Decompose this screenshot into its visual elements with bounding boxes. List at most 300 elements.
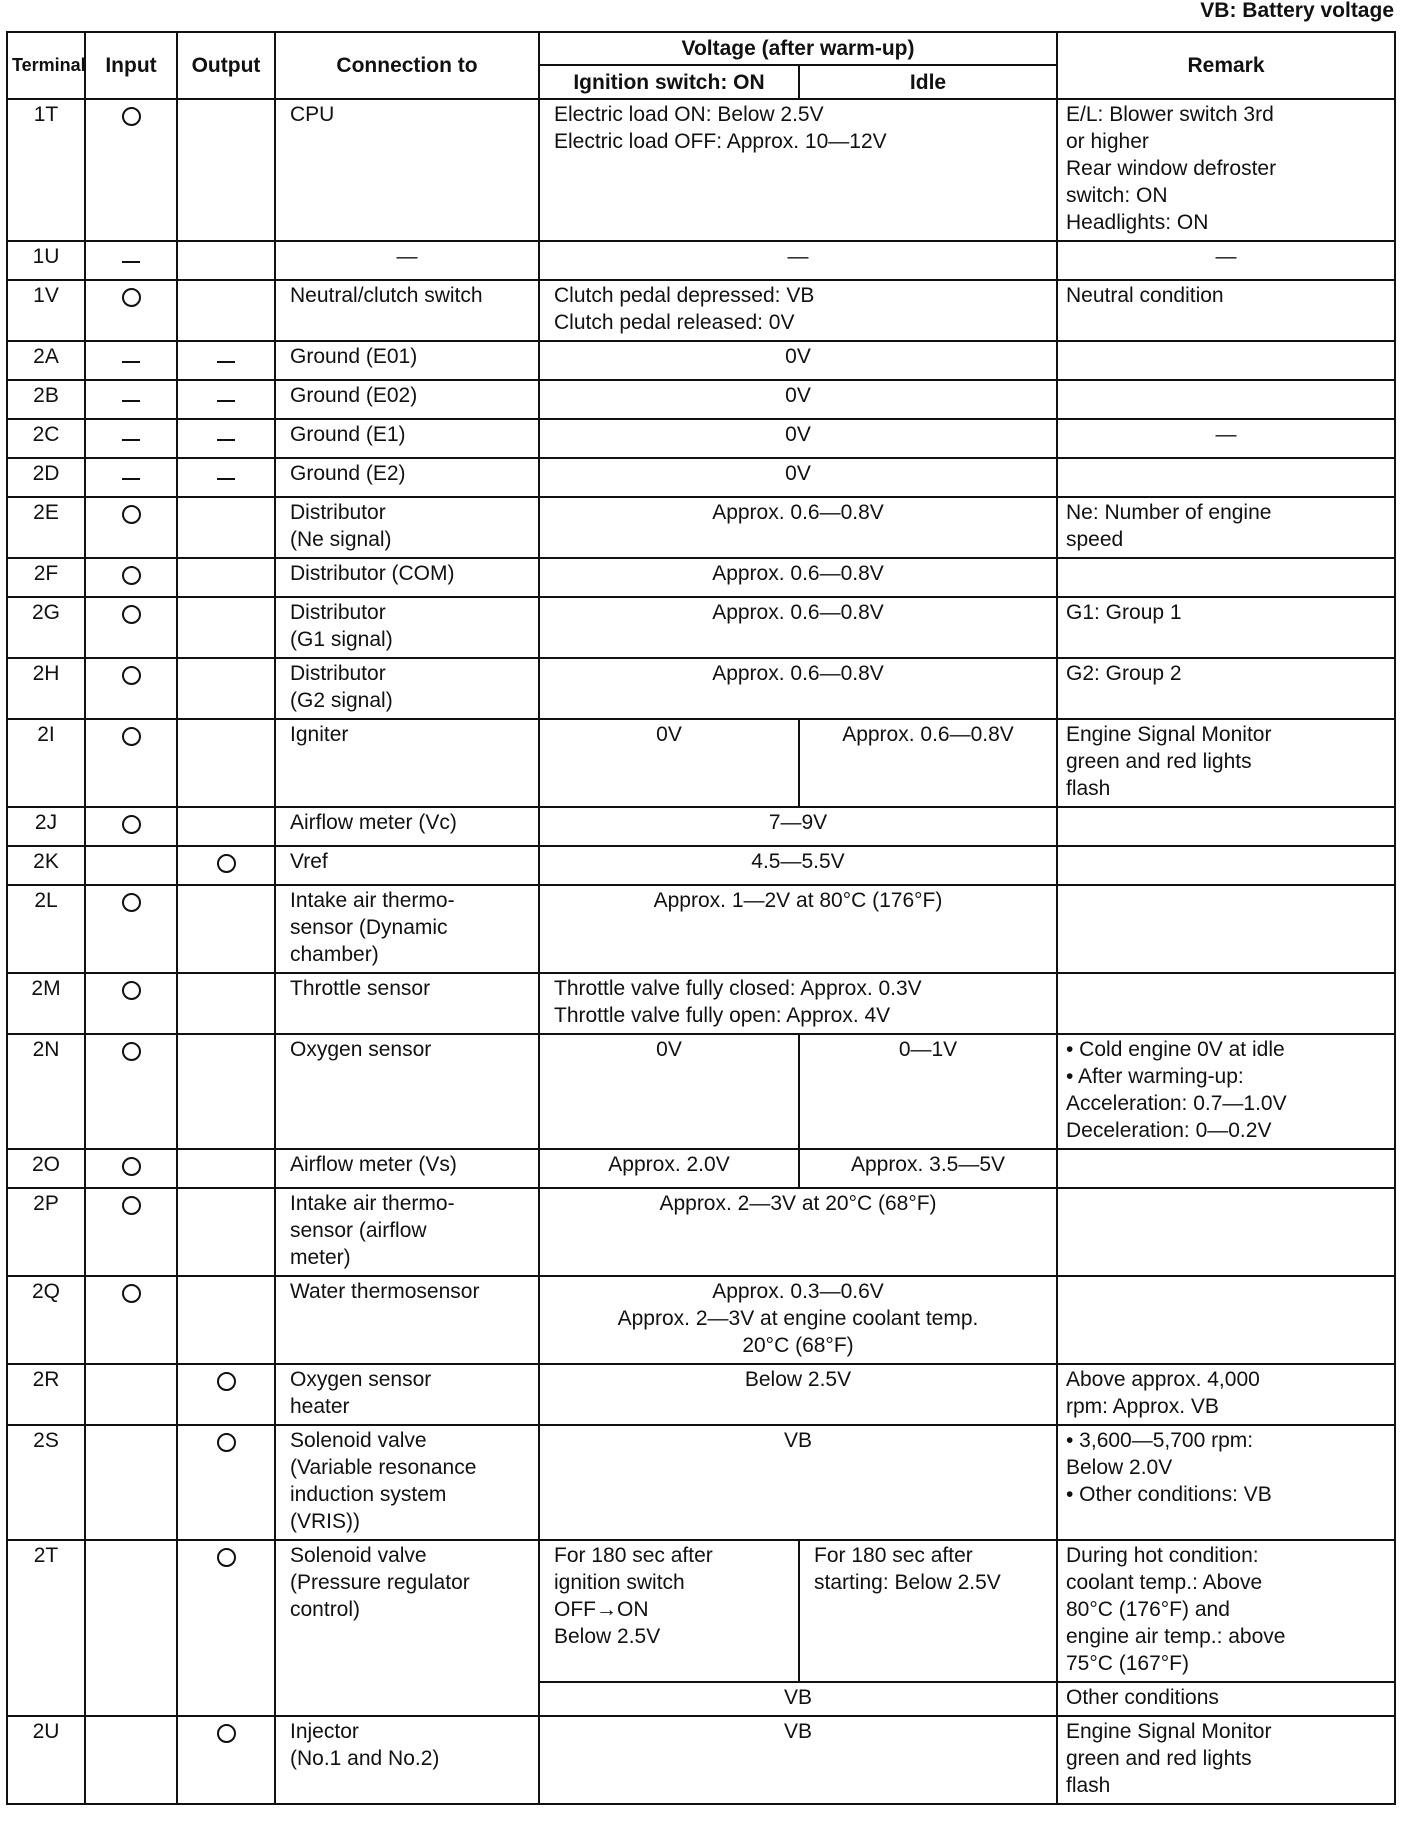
cell-text: For 180 sec after starting: Below 2.5V xyxy=(814,1544,1001,1594)
voltage-cell xyxy=(539,419,1057,458)
cell-text: G2: Group 2 xyxy=(1066,662,1182,685)
cell-text: Engine Signal Monitor green and red lights flash xyxy=(1066,723,1272,800)
cell-text: 2R xyxy=(32,1368,60,1391)
connection-cell xyxy=(275,807,539,846)
remark-cell xyxy=(1057,597,1395,658)
dash-mark-icon xyxy=(217,478,235,480)
connection-cell xyxy=(275,1188,539,1276)
cell-text: 2C xyxy=(32,423,60,446)
voltage-cell xyxy=(539,1682,1057,1716)
table-row xyxy=(7,1276,1395,1364)
remark-cell xyxy=(1057,846,1395,885)
terminal-cell xyxy=(7,419,85,458)
output-cell xyxy=(177,1149,275,1188)
remark-cell xyxy=(1057,558,1395,597)
cell-text: — xyxy=(1215,245,1237,268)
output-cell xyxy=(177,658,275,719)
terminal-cell xyxy=(7,846,85,885)
remark-cell xyxy=(1057,1364,1395,1425)
table-row xyxy=(7,1149,1395,1188)
output-cell xyxy=(177,341,275,380)
output-cell xyxy=(177,1425,275,1540)
input-cell xyxy=(85,1276,177,1364)
dash-mark-icon xyxy=(122,400,140,402)
voltage-cell xyxy=(539,807,1057,846)
cell-text: 4.5—5.5V xyxy=(751,850,845,873)
header-remark: Remark xyxy=(1057,32,1395,99)
cell-text: 2D xyxy=(32,462,60,485)
remark-cell xyxy=(1057,419,1395,458)
header-voltage: Voltage (after warm-up) xyxy=(539,32,1057,65)
table-row xyxy=(7,419,1395,458)
cell-text: 2K xyxy=(33,850,59,873)
cell-text: 7—9V xyxy=(768,811,828,834)
circle-mark-icon xyxy=(122,815,141,834)
table-row xyxy=(7,1540,1395,1682)
cell-text: Ground (E1) xyxy=(290,423,406,446)
input-cell xyxy=(85,597,177,658)
cell-text: Distributor (Ne signal) xyxy=(290,501,392,551)
remark-cell xyxy=(1057,1276,1395,1364)
cell-text: 2A xyxy=(33,345,59,368)
output-cell xyxy=(177,807,275,846)
table-row xyxy=(7,807,1395,846)
output-cell xyxy=(177,558,275,597)
terminal-cell xyxy=(7,497,85,558)
input-cell xyxy=(85,341,177,380)
cell-text: CPU xyxy=(290,103,335,126)
input-cell xyxy=(85,419,177,458)
cell-text: 2H xyxy=(32,662,60,685)
remark-cell xyxy=(1057,458,1395,497)
connection-cell xyxy=(275,597,539,658)
cell-text: Airflow meter (Vs) xyxy=(290,1153,457,1176)
voltage-cell xyxy=(539,241,1057,280)
terminal-cell xyxy=(7,719,85,807)
cell-text: Throttle sensor xyxy=(290,977,431,1000)
voltage-cell xyxy=(539,1716,1057,1804)
output-cell xyxy=(177,497,275,558)
output-cell xyxy=(177,99,275,241)
header-output: Output xyxy=(177,32,275,99)
remark-cell xyxy=(1057,1425,1395,1540)
voltage-cell xyxy=(539,846,1057,885)
table-row xyxy=(7,1188,1395,1276)
cell-text: — xyxy=(1215,423,1237,446)
cell-text: Solenoid valve (Variable resonance induction system (VRIS)) xyxy=(290,1429,477,1533)
voltage-cell xyxy=(539,558,1057,597)
terminal-cell xyxy=(7,458,85,497)
voltage-ignition-on-cell xyxy=(539,1149,799,1188)
cell-text: Injector (No.1 and No.2) xyxy=(290,1720,440,1770)
circle-mark-icon xyxy=(122,981,141,1000)
cell-text: Clutch pedal depressed: VB Clutch pedal released: 0V xyxy=(554,284,815,334)
input-cell xyxy=(85,1188,177,1276)
terminal-voltage-table xyxy=(6,31,1396,1805)
cell-text: Oxygen sensor xyxy=(290,1038,432,1061)
table-row xyxy=(7,558,1395,597)
connection-cell xyxy=(275,973,539,1034)
cell-text: 2I xyxy=(37,723,55,746)
remark-cell xyxy=(1057,341,1395,380)
voltage-cell xyxy=(539,280,1057,341)
connection-cell xyxy=(275,99,539,241)
cell-text: — xyxy=(787,245,809,268)
cell-text: Approx. 3.5—5V xyxy=(850,1153,1006,1176)
input-cell xyxy=(85,846,177,885)
cell-text: • Cold engine 0V at idle • After warming-up: Acceleration: 0.7—1.0V Deceleration: 0—0.2V xyxy=(1066,1038,1287,1142)
terminal-cell xyxy=(7,1540,85,1716)
cell-text: — xyxy=(396,245,418,268)
cell-text: 0V xyxy=(785,423,811,446)
remark-cell xyxy=(1057,973,1395,1034)
cell-text: Vref xyxy=(290,850,328,873)
remark-cell xyxy=(1057,99,1395,241)
remark-cell xyxy=(1057,807,1395,846)
circle-mark-icon xyxy=(122,1196,141,1215)
remark-cell xyxy=(1057,1149,1395,1188)
table-row xyxy=(7,719,1395,807)
circle-mark-icon xyxy=(122,1284,141,1303)
cell-text: 1T xyxy=(33,103,59,126)
cell-text: Below 2.5V xyxy=(744,1368,852,1391)
cell-text: Distributor (G2 signal) xyxy=(290,662,393,712)
cell-text: Neutral/clutch switch xyxy=(290,284,483,307)
input-cell xyxy=(85,380,177,419)
cell-text: Other conditions xyxy=(1066,1686,1219,1709)
cell-text: Water thermosensor xyxy=(290,1280,480,1303)
header-terminal: Terminal xyxy=(7,32,85,99)
remark-cell xyxy=(1057,885,1395,973)
table-row xyxy=(7,341,1395,380)
output-cell xyxy=(177,1364,275,1425)
cell-text: During hot condition: coolant temp.: Above 80°C (176°F) and engine air temp.: above 75°C (167°F) xyxy=(1066,1544,1286,1675)
voltage-cell xyxy=(539,99,1057,241)
cell-text: Electric load ON: Below 2.5V Electric load OFF: Approx. 10—12V xyxy=(554,103,887,153)
input-cell xyxy=(85,1716,177,1804)
remark-cell xyxy=(1057,1716,1395,1804)
voltage-cell xyxy=(539,1276,1057,1364)
table-row xyxy=(7,597,1395,658)
circle-mark-icon xyxy=(217,854,236,873)
terminal-cell xyxy=(7,1149,85,1188)
cell-text: Ne: Number of engine speed xyxy=(1066,501,1272,551)
voltage-cell xyxy=(539,380,1057,419)
remark-cell xyxy=(1057,1188,1395,1276)
circle-mark-icon xyxy=(217,1548,236,1567)
cell-text: 2G xyxy=(31,601,60,624)
cell-text: Approx. 0.6—0.8V xyxy=(712,601,884,624)
circle-mark-icon xyxy=(122,893,141,912)
dash-mark-icon xyxy=(217,439,235,441)
table-row xyxy=(7,458,1395,497)
connection-cell xyxy=(275,558,539,597)
voltage-ignition-on-cell xyxy=(539,1540,799,1682)
input-cell xyxy=(85,558,177,597)
table-row xyxy=(7,1716,1395,1804)
cell-text: VB xyxy=(783,1720,812,1743)
table-row xyxy=(7,658,1395,719)
cell-text: 2P xyxy=(33,1192,59,1215)
cell-text: Oxygen sensor heater xyxy=(290,1368,432,1418)
dash-mark-icon xyxy=(217,361,235,363)
cell-text: 2M xyxy=(31,977,61,1000)
cell-text: 0V xyxy=(656,1038,682,1061)
cell-text: 2T xyxy=(33,1544,59,1567)
connection-cell xyxy=(275,419,539,458)
cell-text: 0V xyxy=(785,462,811,485)
output-cell xyxy=(177,458,275,497)
table-row xyxy=(7,99,1395,241)
cell-text: 0—1V xyxy=(898,1038,958,1061)
input-cell xyxy=(85,280,177,341)
dash-mark-icon xyxy=(122,361,140,363)
terminal-cell xyxy=(7,1188,85,1276)
cell-text: 2F xyxy=(33,562,59,585)
dash-mark-icon xyxy=(122,478,140,480)
table-row xyxy=(7,846,1395,885)
input-cell xyxy=(85,1540,177,1716)
cell-text: E/L: Blower switch 3rd or higher Rear window defroster switch: ON Headlights: ON xyxy=(1066,103,1277,234)
voltage-idle-cell xyxy=(799,1149,1057,1188)
voltage-ignition-on-cell xyxy=(539,719,799,807)
cell-text: 2Q xyxy=(31,1280,60,1303)
input-cell xyxy=(85,1425,177,1540)
voltage-cell xyxy=(539,1425,1057,1540)
cell-text: Approx. 0.6—0.8V xyxy=(712,501,884,524)
output-cell xyxy=(177,419,275,458)
input-cell xyxy=(85,1364,177,1425)
table-row xyxy=(7,885,1395,973)
input-cell xyxy=(85,885,177,973)
voltage-cell xyxy=(539,341,1057,380)
cell-text: Approx. 2—3V at 20°C (68°F) xyxy=(659,1192,937,1215)
remark-cell xyxy=(1057,719,1395,807)
terminal-cell xyxy=(7,597,85,658)
output-cell xyxy=(177,597,275,658)
remark-cell xyxy=(1057,1034,1395,1149)
cell-text: • 3,600—5,700 rpm: Below 2.0V • Other conditions: VB xyxy=(1066,1429,1272,1506)
circle-mark-icon xyxy=(122,1157,141,1176)
terminal-cell xyxy=(7,1425,85,1540)
connection-cell xyxy=(275,341,539,380)
cell-text: Intake air thermo- sensor (Dynamic chamber) xyxy=(290,889,455,966)
cell-text: Ground (E2) xyxy=(290,462,406,485)
circle-mark-icon xyxy=(122,288,141,307)
circle-mark-icon xyxy=(217,1433,236,1452)
connection-cell xyxy=(275,241,539,280)
output-cell xyxy=(177,973,275,1034)
output-cell xyxy=(177,1540,275,1716)
circle-mark-icon xyxy=(122,727,141,746)
header-ignition-on: Ignition switch: ON xyxy=(539,65,799,99)
connection-cell xyxy=(275,1364,539,1425)
terminal-cell xyxy=(7,341,85,380)
cell-text: Approx. 1—2V at 80°C (176°F) xyxy=(653,889,943,912)
circle-mark-icon xyxy=(122,107,141,126)
input-cell xyxy=(85,1034,177,1149)
dash-mark-icon xyxy=(217,400,235,402)
table-body xyxy=(7,99,1395,1804)
connection-cell xyxy=(275,658,539,719)
dash-mark-icon xyxy=(122,439,140,441)
remark-cell xyxy=(1057,380,1395,419)
cell-text: Approx. 0.3—0.6V Approx. 2—3V at engine coolant temp. 20°C (68°F) xyxy=(617,1280,979,1357)
circle-mark-icon xyxy=(122,1042,141,1061)
connection-cell xyxy=(275,1425,539,1540)
remark-cell xyxy=(1057,497,1395,558)
cell-text: Engine Signal Monitor green and red lights flash xyxy=(1066,1720,1272,1797)
cell-text: 2L xyxy=(34,889,58,912)
connection-cell xyxy=(275,458,539,497)
cell-text: Airflow meter (Vc) xyxy=(290,811,457,834)
connection-cell xyxy=(275,280,539,341)
terminal-cell xyxy=(7,241,85,280)
input-cell xyxy=(85,719,177,807)
connection-cell xyxy=(275,497,539,558)
table-row xyxy=(7,1034,1395,1149)
cell-text: 2N xyxy=(32,1038,60,1061)
connection-cell xyxy=(275,719,539,807)
terminal-cell xyxy=(7,658,85,719)
voltage-cell xyxy=(539,1188,1057,1276)
cell-text: Intake air thermo- sensor (airflow meter) xyxy=(290,1192,455,1269)
connection-cell xyxy=(275,1540,539,1716)
cell-text: G1: Group 1 xyxy=(1066,601,1182,624)
remark-cell xyxy=(1057,1540,1395,1682)
cell-text: 2E xyxy=(33,501,59,524)
circle-mark-icon xyxy=(122,505,141,524)
header-connection: Connection to xyxy=(275,32,539,99)
remark-cell xyxy=(1057,658,1395,719)
voltage-idle-cell xyxy=(799,1540,1057,1682)
connection-cell xyxy=(275,846,539,885)
table-row xyxy=(7,973,1395,1034)
voltage-cell xyxy=(539,458,1057,497)
terminal-cell xyxy=(7,1716,85,1804)
cell-text: Neutral condition xyxy=(1066,284,1224,307)
cell-text: 0V xyxy=(785,384,811,407)
output-cell xyxy=(177,1716,275,1804)
voltage-cell xyxy=(539,497,1057,558)
cell-text: Approx. 0.6—0.8V xyxy=(842,723,1014,746)
cell-text: 0V xyxy=(785,345,811,368)
cell-text: Throttle valve fully closed: Approx. 0.3V Throttle valve fully open: Approx. 4V xyxy=(554,977,922,1027)
circle-mark-icon xyxy=(217,1372,236,1391)
cell-text: 2B xyxy=(33,384,59,407)
connection-cell xyxy=(275,1034,539,1149)
circle-mark-icon xyxy=(122,666,141,685)
voltage-idle-cell xyxy=(799,719,1057,807)
remark-cell xyxy=(1057,280,1395,341)
input-cell xyxy=(85,99,177,241)
cell-text: Approx. 2.0V xyxy=(608,1153,730,1176)
output-cell xyxy=(177,1188,275,1276)
terminal-cell xyxy=(7,1034,85,1149)
output-cell xyxy=(177,1276,275,1364)
terminal-cell xyxy=(7,280,85,341)
cell-text: 0V xyxy=(656,723,682,746)
table-row xyxy=(7,497,1395,558)
cell-text: Distributor (COM) xyxy=(290,562,455,585)
input-cell xyxy=(85,497,177,558)
input-cell xyxy=(85,458,177,497)
voltage-ignition-on-cell xyxy=(539,1034,799,1149)
terminal-cell xyxy=(7,558,85,597)
table-row xyxy=(7,280,1395,341)
table-row xyxy=(7,1425,1395,1540)
voltage-cell xyxy=(539,1364,1057,1425)
input-cell xyxy=(85,658,177,719)
header-idle: Idle xyxy=(799,65,1057,99)
cell-text: 2S xyxy=(33,1429,59,1452)
cell-text: Solenoid valve (Pressure regulator control) xyxy=(290,1544,470,1621)
table-row xyxy=(7,241,1395,280)
cell-text: VB xyxy=(783,1686,812,1709)
header-input: Input xyxy=(85,32,177,99)
terminal-cell xyxy=(7,807,85,846)
connection-cell xyxy=(275,1716,539,1804)
cell-text: Ground (E01) xyxy=(290,345,418,368)
input-cell xyxy=(85,1149,177,1188)
cell-text: Igniter xyxy=(290,723,349,746)
input-cell xyxy=(85,807,177,846)
cell-text: Approx. 0.6—0.8V xyxy=(712,662,884,685)
output-cell xyxy=(177,846,275,885)
cell-text: Above approx. 4,000 rpm: Approx. VB xyxy=(1066,1368,1260,1418)
output-cell xyxy=(177,885,275,973)
remark-cell xyxy=(1057,241,1395,280)
terminal-cell xyxy=(7,1276,85,1364)
battery-voltage-note: VB: Battery voltage xyxy=(1200,0,1394,22)
cell-text: Approx. 0.6—0.8V xyxy=(712,562,884,585)
output-cell xyxy=(177,241,275,280)
cell-text: 2O xyxy=(31,1153,60,1176)
output-cell xyxy=(177,280,275,341)
circle-mark-icon xyxy=(122,566,141,585)
circle-mark-icon xyxy=(217,1724,236,1743)
voltage-cell xyxy=(539,658,1057,719)
cell-text: Distributor (G1 signal) xyxy=(290,601,393,651)
voltage-idle-cell xyxy=(799,1034,1057,1149)
voltage-cell xyxy=(539,597,1057,658)
output-cell xyxy=(177,1034,275,1149)
terminal-cell xyxy=(7,973,85,1034)
output-cell xyxy=(177,380,275,419)
input-cell xyxy=(85,241,177,280)
connection-cell xyxy=(275,1149,539,1188)
terminal-cell xyxy=(7,885,85,973)
voltage-cell xyxy=(539,973,1057,1034)
cell-text: 1U xyxy=(32,245,60,268)
voltage-cell xyxy=(539,885,1057,973)
cell-text: For 180 sec after ignition switch OFF→ON Below 2.5V xyxy=(554,1544,713,1648)
input-cell xyxy=(85,973,177,1034)
cell-text: 1V xyxy=(33,284,59,307)
output-cell xyxy=(177,719,275,807)
remark-cell xyxy=(1057,1682,1395,1716)
table-row xyxy=(7,1364,1395,1425)
cell-text: Ground (E02) xyxy=(290,384,418,407)
terminal-cell xyxy=(7,1364,85,1425)
terminal-cell xyxy=(7,380,85,419)
circle-mark-icon xyxy=(122,605,141,624)
table-row xyxy=(7,380,1395,419)
dash-mark-icon xyxy=(122,261,140,263)
terminal-cell xyxy=(7,99,85,241)
cell-text: VB xyxy=(783,1429,812,1452)
connection-cell xyxy=(275,380,539,419)
